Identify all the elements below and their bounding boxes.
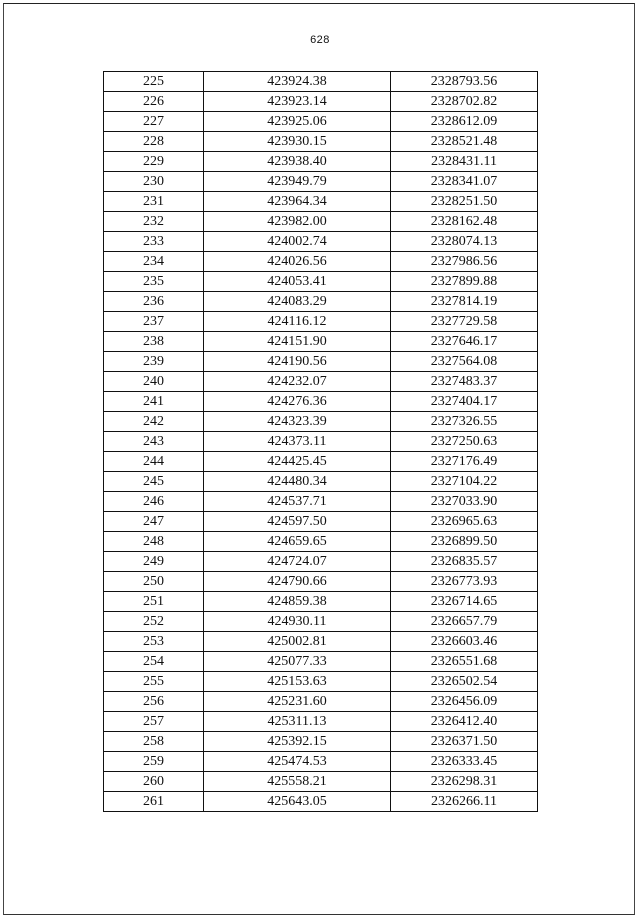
- x-coordinate-cell: 424480.34: [204, 472, 391, 492]
- table-row: [104, 212, 538, 232]
- point-number-cell: 239: [104, 352, 204, 372]
- y-coordinate-cell: 2327176.49: [391, 452, 538, 472]
- y-coordinate-cell: 2327404.17: [391, 392, 538, 412]
- y-coordinate-cell: 2326899.50: [391, 532, 538, 552]
- point-number-cell: 252: [104, 612, 204, 632]
- y-coordinate-cell: 2326412.40: [391, 712, 538, 732]
- point-number-cell: 250: [104, 572, 204, 592]
- table-row: [104, 432, 538, 452]
- y-coordinate-cell: 2327483.37: [391, 372, 538, 392]
- table-row: [104, 232, 538, 252]
- point-number-cell: 244: [104, 452, 204, 472]
- point-number-cell: 261: [104, 792, 204, 812]
- x-coordinate-cell: 425077.33: [204, 652, 391, 672]
- point-number-cell: 260: [104, 772, 204, 792]
- x-coordinate-cell: 424232.07: [204, 372, 391, 392]
- x-coordinate-cell: 423924.38: [204, 72, 391, 92]
- x-coordinate-cell: 425231.60: [204, 692, 391, 712]
- table-row: [104, 392, 538, 412]
- point-number-cell: 226: [104, 92, 204, 112]
- y-coordinate-cell: 2326657.79: [391, 612, 538, 632]
- point-number-cell: 253: [104, 632, 204, 652]
- y-coordinate-cell: 2327814.19: [391, 292, 538, 312]
- table-row: [104, 152, 538, 172]
- table-row: [104, 472, 538, 492]
- table-row: [104, 752, 538, 772]
- x-coordinate-cell: 423949.79: [204, 172, 391, 192]
- y-coordinate-cell: 2328341.07: [391, 172, 538, 192]
- table-row: [104, 412, 538, 432]
- x-coordinate-cell: 424859.38: [204, 592, 391, 612]
- x-coordinate-cell: 423923.14: [204, 92, 391, 112]
- table-row: [104, 652, 538, 672]
- x-coordinate-cell: 424053.41: [204, 272, 391, 292]
- table-row: [104, 592, 538, 612]
- x-coordinate-cell: 423925.06: [204, 112, 391, 132]
- y-coordinate-cell: 2328251.50: [391, 192, 538, 212]
- y-coordinate-cell: 2326551.68: [391, 652, 538, 672]
- x-coordinate-cell: 424276.36: [204, 392, 391, 412]
- page-number: 628: [310, 34, 330, 46]
- y-coordinate-cell: 2326371.50: [391, 732, 538, 752]
- point-number-cell: 227: [104, 112, 204, 132]
- table-row: [104, 532, 538, 552]
- y-coordinate-cell: 2326714.65: [391, 592, 538, 612]
- point-number-cell: 258: [104, 732, 204, 752]
- point-number-cell: 242: [104, 412, 204, 432]
- x-coordinate-cell: 423938.40: [204, 152, 391, 172]
- y-coordinate-cell: 2328793.56: [391, 72, 538, 92]
- table-row: [104, 172, 538, 192]
- x-coordinate-cell: 424190.56: [204, 352, 391, 372]
- x-coordinate-cell: 425474.53: [204, 752, 391, 772]
- x-coordinate-cell: 424083.29: [204, 292, 391, 312]
- y-coordinate-cell: 2327564.08: [391, 352, 538, 372]
- point-number-cell: 245: [104, 472, 204, 492]
- point-number-cell: 234: [104, 252, 204, 272]
- point-number-cell: 228: [104, 132, 204, 152]
- table-row: [104, 712, 538, 732]
- point-number-cell: 243: [104, 432, 204, 452]
- table-row: [104, 672, 538, 692]
- table-row: [104, 792, 538, 812]
- x-coordinate-cell: 425002.81: [204, 632, 391, 652]
- x-coordinate-cell: 424002.74: [204, 232, 391, 252]
- y-coordinate-cell: 2326298.31: [391, 772, 538, 792]
- table-row: [104, 732, 538, 752]
- y-coordinate-cell: 2326603.46: [391, 632, 538, 652]
- y-coordinate-cell: 2328431.11: [391, 152, 538, 172]
- x-coordinate-cell: 425392.15: [204, 732, 391, 752]
- table-row: [104, 112, 538, 132]
- table-row: [104, 292, 538, 312]
- y-coordinate-cell: 2327646.17: [391, 332, 538, 352]
- x-coordinate-cell: 424151.90: [204, 332, 391, 352]
- point-number-cell: 241: [104, 392, 204, 412]
- point-number-cell: 232: [104, 212, 204, 232]
- point-number-cell: 246: [104, 492, 204, 512]
- y-coordinate-cell: 2326502.54: [391, 672, 538, 692]
- point-number-cell: 247: [104, 512, 204, 532]
- y-coordinate-cell: 2326266.11: [391, 792, 538, 812]
- table-row: [104, 692, 538, 712]
- table-row: [104, 312, 538, 332]
- table-row: [104, 572, 538, 592]
- point-number-cell: 255: [104, 672, 204, 692]
- coordinates-table: [103, 71, 538, 812]
- table-row: [104, 492, 538, 512]
- point-number-cell: 236: [104, 292, 204, 312]
- y-coordinate-cell: 2328702.82: [391, 92, 538, 112]
- table-row: [104, 332, 538, 352]
- y-coordinate-cell: 2327899.88: [391, 272, 538, 292]
- y-coordinate-cell: 2326773.93: [391, 572, 538, 592]
- x-coordinate-cell: 425311.13: [204, 712, 391, 732]
- y-coordinate-cell: 2327104.22: [391, 472, 538, 492]
- x-coordinate-cell: 423982.00: [204, 212, 391, 232]
- x-coordinate-cell: 423930.15: [204, 132, 391, 152]
- table-row: [104, 72, 538, 92]
- x-coordinate-cell: 424425.45: [204, 452, 391, 472]
- x-coordinate-cell: 424537.71: [204, 492, 391, 512]
- y-coordinate-cell: 2328521.48: [391, 132, 538, 152]
- table-row: [104, 452, 538, 472]
- table-row: [104, 612, 538, 632]
- point-number-cell: 229: [104, 152, 204, 172]
- x-coordinate-cell: 424724.07: [204, 552, 391, 572]
- table-row: [104, 192, 538, 212]
- point-number-cell: 248: [104, 532, 204, 552]
- x-coordinate-cell: 424790.66: [204, 572, 391, 592]
- table-row: [104, 132, 538, 152]
- coordinates-table-body: [104, 72, 538, 812]
- point-number-cell: 237: [104, 312, 204, 332]
- point-number-cell: 249: [104, 552, 204, 572]
- point-number-cell: 233: [104, 232, 204, 252]
- point-number-cell: 238: [104, 332, 204, 352]
- point-number-cell: 225: [104, 72, 204, 92]
- y-coordinate-cell: 2328162.48: [391, 212, 538, 232]
- y-coordinate-cell: 2327250.63: [391, 432, 538, 452]
- y-coordinate-cell: 2327033.90: [391, 492, 538, 512]
- x-coordinate-cell: 424597.50: [204, 512, 391, 532]
- point-number-cell: 230: [104, 172, 204, 192]
- point-number-cell: 254: [104, 652, 204, 672]
- table-row: [104, 632, 538, 652]
- table-row: [104, 552, 538, 572]
- point-number-cell: 240: [104, 372, 204, 392]
- x-coordinate-cell: 423964.34: [204, 192, 391, 212]
- point-number-cell: 235: [104, 272, 204, 292]
- table-row: [104, 252, 538, 272]
- y-coordinate-cell: 2326835.57: [391, 552, 538, 572]
- x-coordinate-cell: 424659.65: [204, 532, 391, 552]
- table-row: [104, 512, 538, 532]
- x-coordinate-cell: 425643.05: [204, 792, 391, 812]
- table-row: [104, 352, 538, 372]
- x-coordinate-cell: 424373.11: [204, 432, 391, 452]
- x-coordinate-cell: 424026.56: [204, 252, 391, 272]
- table-row: [104, 772, 538, 792]
- point-number-cell: 259: [104, 752, 204, 772]
- y-coordinate-cell: 2327326.55: [391, 412, 538, 432]
- y-coordinate-cell: 2327986.56: [391, 252, 538, 272]
- y-coordinate-cell: 2328074.13: [391, 232, 538, 252]
- point-number-cell: 256: [104, 692, 204, 712]
- x-coordinate-cell: 425558.21: [204, 772, 391, 792]
- table-row: [104, 272, 538, 292]
- point-number-cell: 257: [104, 712, 204, 732]
- y-coordinate-cell: 2328612.09: [391, 112, 538, 132]
- x-coordinate-cell: 425153.63: [204, 672, 391, 692]
- x-coordinate-cell: 424930.11: [204, 612, 391, 632]
- point-number-cell: 231: [104, 192, 204, 212]
- x-coordinate-cell: 424323.39: [204, 412, 391, 432]
- point-number-cell: 251: [104, 592, 204, 612]
- y-coordinate-cell: 2326333.45: [391, 752, 538, 772]
- y-coordinate-cell: 2327729.58: [391, 312, 538, 332]
- x-coordinate-cell: 424116.12: [204, 312, 391, 332]
- table-row: [104, 92, 538, 112]
- y-coordinate-cell: 2326965.63: [391, 512, 538, 532]
- table-row: [104, 372, 538, 392]
- y-coordinate-cell: 2326456.09: [391, 692, 538, 712]
